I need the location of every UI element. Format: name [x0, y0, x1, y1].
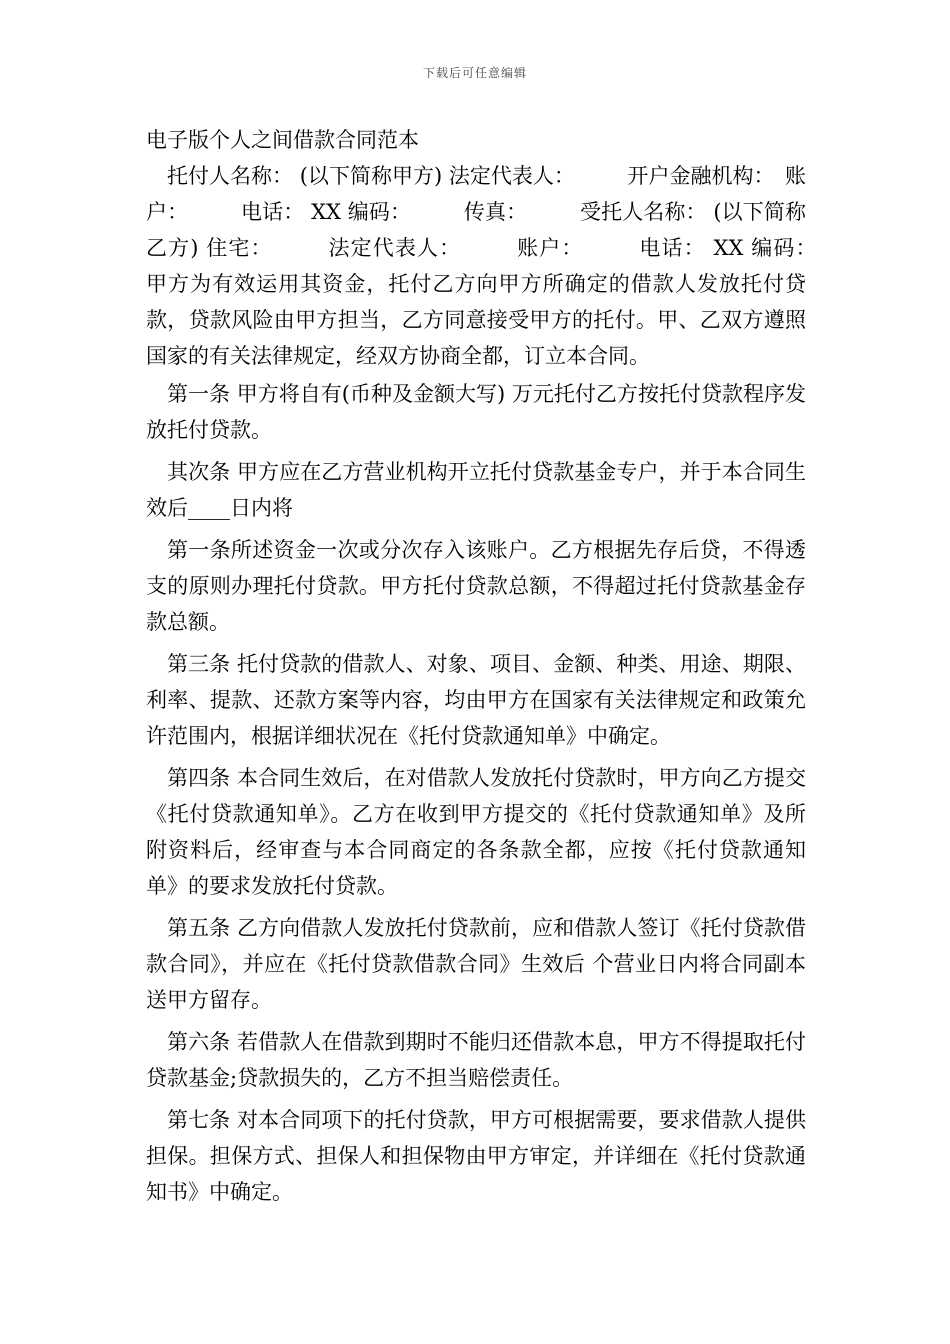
paragraph-article-4: 第四条 本合同生效后，在对借款人发放托付贷款时，甲方向乙方提交《托付贷款通知单》。乙方在收到甲方提交的《托付贷款通知单》及所附资料后，经审查与本合同商定的各条款全都，应按《托付贷款通知单》的要求发放托付贷款。 [146, 766, 806, 898]
header-note: 下载后可任意编辑 [422, 66, 527, 80]
paragraph-article-3: 第三条 托付贷款的借款人、对象、项目、金额、种类、用途、期限、利率、提款、还款方案等内容，均由甲方在国家有关法律规定和政策允许范围内，根据详细状况在《托付贷款通知单》中确定。 [146, 652, 806, 748]
paragraph-article-2: 其次条 甲方应在乙方营业机构开立托付贷款基金专户，并于本合同生效后____日内将 [146, 460, 806, 520]
document-title: 电子版个人之间借款合同范本 [146, 128, 419, 152]
paragraph-article-1: 第一条 甲方将自有(币种及金额大写) 万元托付乙方按托付贷款程序发放托付贷款。 [146, 382, 806, 442]
document-body [146, 122, 827, 1216]
paragraph-article-2-cont: 第一条所述资金一次或分次存入该账户。乙方根据先存后贷，不得透支的原则办理托付贷款。甲方托付贷款总额，不得超过托付贷款基金存款总额。 [146, 538, 806, 634]
paragraph-article-5: 第五条 乙方向借款人发放托付贷款前，应和借款人签订《托付贷款借款合同》，并应在《托付贷款借款合同》生效后 个营业日内将合同副本送甲方留存。 [146, 916, 806, 1012]
paragraph-parties: 托付人名称： (以下简称甲方) 法定代表人： 开户金融机构： 账户： 电话： XX 编码： 传真： 受托人名称： (以下简称乙方) 住宅： 法定代表人： 账户： 电话： XX 编码： 甲方为有效运用其资金，托付乙方向甲方所确定的借款人发放托付贷款，贷款风险由甲方担当，乙方同意接受甲方的托付。甲、乙双方遵照国家的有关法律规定，经双方协商全都，订立本合同。 [146, 164, 827, 368]
paragraph-article-7: 第七条 对本合同项下的托付贷款，甲方可根据需要，要求借款人提供担保。担保方式、担保人和担保物由甲方审定，并详细在《托付贷款通知书》中确定。 [146, 1108, 806, 1204]
paragraph-article-6: 第六条 若借款人在借款到期时不能归还借款本息，甲方不得提取托付贷款基金;贷款损失的，乙方不担当赔偿责任。 [146, 1030, 806, 1090]
